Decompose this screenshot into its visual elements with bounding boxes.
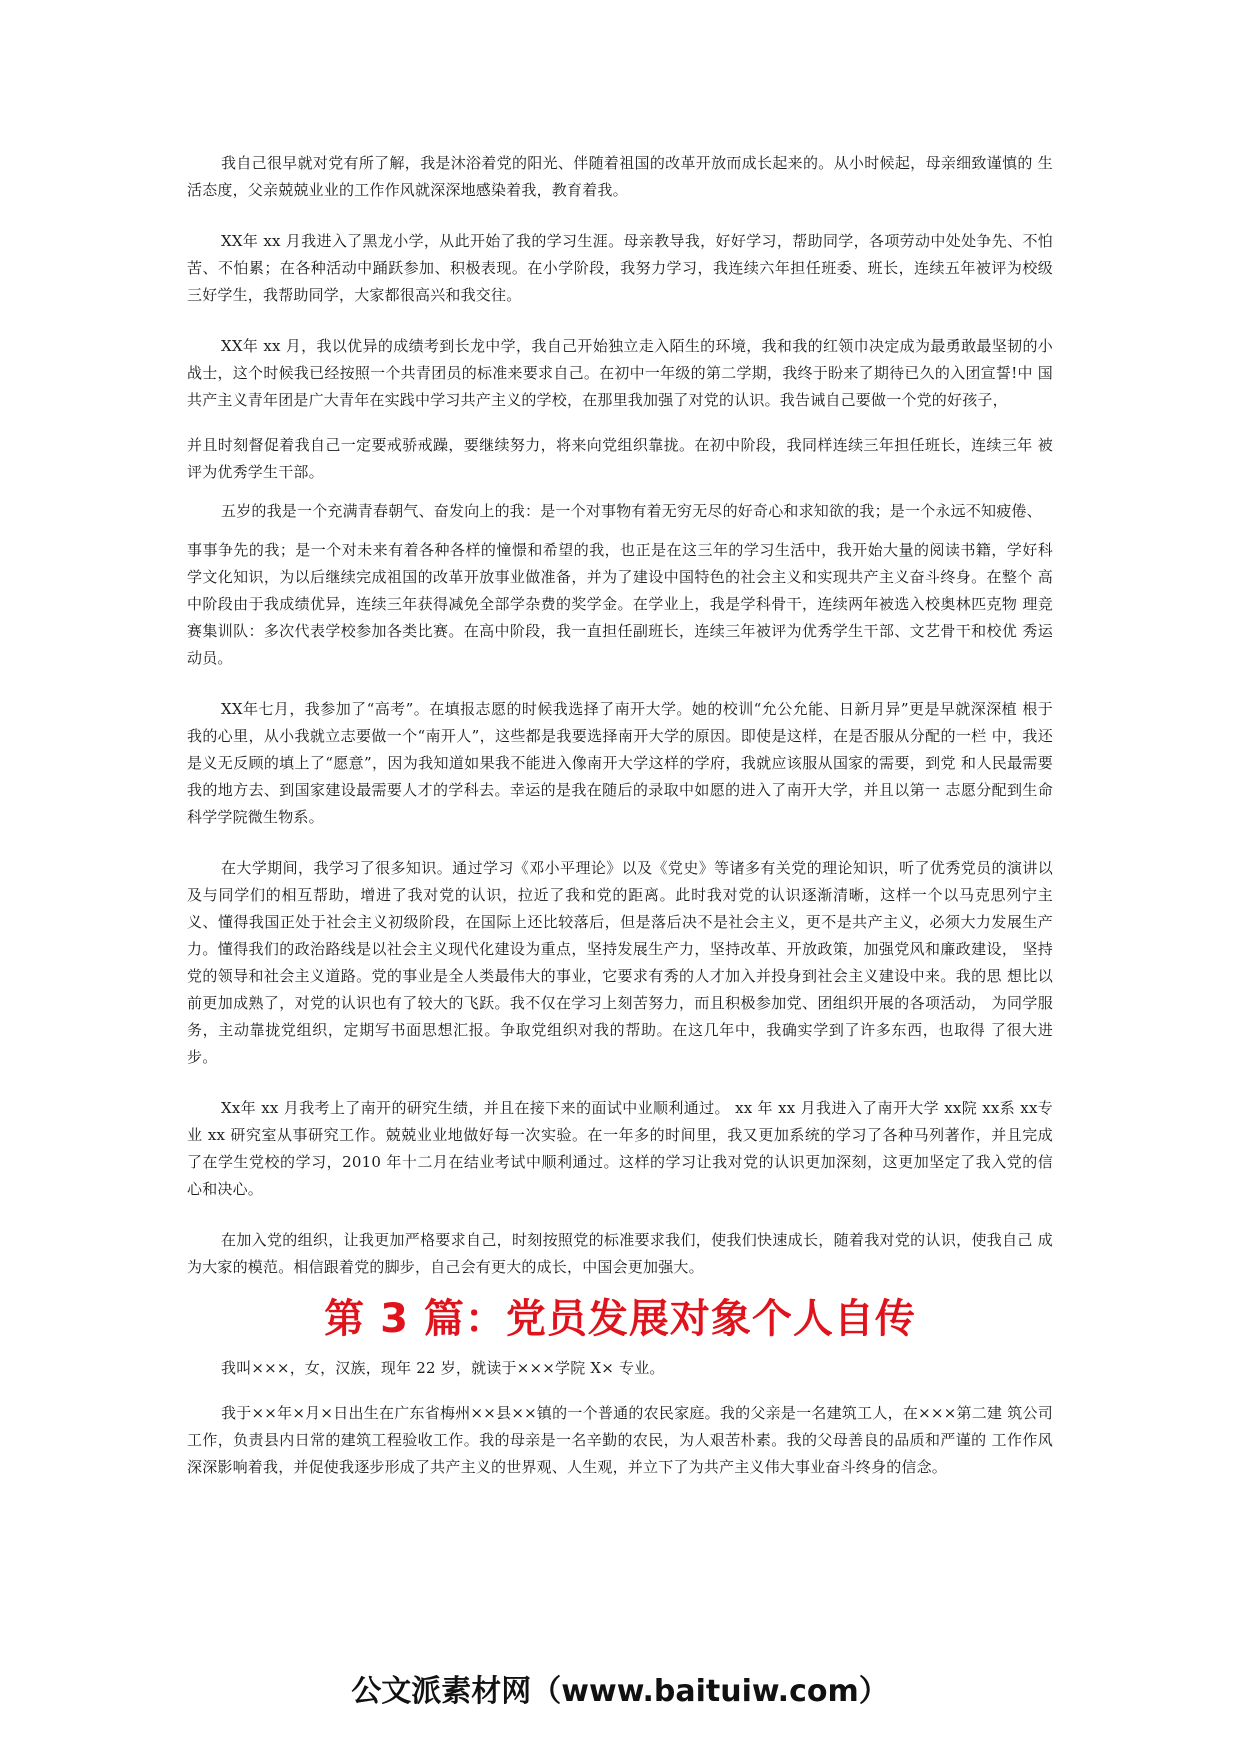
paragraph-middle-school: XX年 xx 月，我以优异的成绩考到长龙中学，我自己开始独立走入陌生的环境，我和我的红领巾决定成为最勇敢最坚韧的小 战士，这个时候我已经按照一个共青团员的标准来要求自己。在初中一年级的第二学期，我终于盼来了期待已久的入团宣誓!中 国共产主义青年团是广大青年在实践中学习共产主义的学校，在那里我加强了对党的认识。我告诫自己要做一个党的好孩子，	[187, 337, 1053, 409]
paragraph-primary-school: XX年 xx 月我进入了黑龙小学，从此开始了我的学习生涯。母亲教导我，好好学习，帮助同学，各项劳动中处处争先、不怕 苦、不怕累；在各种活动中踊跃参加、积极表现。在小学阶段，我努力学习，我连续六年担任班委、班长，连续五年被评为校级 三好学生，我帮助同学，大家都很高兴和我交往。	[187, 232, 1053, 304]
paragraph-university: 在大学期间，我学习了很多知识。通过学习《邓小平理论》以及《党史》等诸多有关党的理论知识，听了优秀党员的演讲以及与同学们的相互帮助，增进了我对党的认识，拉近了我和党的距离。此时我对党的认识逐渐清晰，这样一个以马克思列宁主义、懂得我国正处于社会主义初级阶段，在国际上还比较落后，但是落后决不是社会主义，更不是共产主义，必须大力发展生产力。懂得我们的政治路线是以社会主义现代化建设为重点，坚持发展生产力，坚持改革、开放政策，加强党风和廉政建设， 坚持党的领导和社会主义道路。党的事业是全人类最伟大的事业，它要求有秀的人才加入并投身到社会主义建设中来。我的思 想比以前更加成熟了，对党的认识也有了较大的飞跃。我不仅在学习上刻苦努力，而且积极参加党、团组织开展的各项活动， 为同学服务，主动靠拢党组织，定期写书面思想汇报。争取党组织对我的帮助。在这几年中，我确实学到了许多东西，也取得 了很大进步。	[187, 859, 1053, 1066]
paragraph-graduate-study: Xx年 xx 月我考上了南开的研究生绩，并且在接下来的面试中业顺利通过。 xx 年 xx 月我进入了南开大学 xx院 xx系 xx专 业 xx 研究室从事研究工作。兢兢业业地做好每一次实验。在一年多的时间里，我又更加系统的学习了各种马列著作，并且完成 了在学生党校的学习，2010 年十二月在结业考试中顺利通过。这样的学习让我对党的认识更加深刻，这更加坚定了我入党的信 心和决心。	[187, 1099, 1053, 1198]
paragraph-high-school: 事事争先的我；是一个对未来有着各种各样的憧憬和希望的我，也正是在这三年的学习生活中，我开始大量的阅读书籍，学好科 学文化知识，为以后继续完成祖国的改革开放事业做准备，并为了建设中国特色的社会主义和实现共产主义奋斗终身。在整个 高中阶段由于我成绩优异，连续三年获得减免全部学杂费的奖学金。在学业上，我是学科骨干，连续两年被选入校奥林匹克物 理竞赛集训队：多次代表学校参加各类比赛。在高中阶段，我一直担任副班长，连续三年被评为优秀学生干部、文艺骨干和校优 秀运动员。	[187, 541, 1053, 667]
paragraph-family-background: 我于××年×月×日出生在广东省梅州××县××镇的一个普通的农民家庭。我的父亲是一名建筑工人，在×××第二建 筑公司工作，负责县内日常的建筑工程验收工作。我的母亲是一名辛勤的农民，为人艰苦朴素。我的父母善良的品质和严谨的 工作作风深深影响着我，并促使我逐步形成了共产主义的世界观、人生观，并立下了为共产主义伟大事业奋斗终身的信念。	[187, 1404, 1053, 1476]
section-heading: 第 3 篇：党员发展对象个人自传	[324, 1296, 916, 1342]
paragraph-middle-school-continued: 并且时刻督促着我自己一定要戒骄戒躁，要继续努力，将来向党组织靠拢。在初中阶段，我同样连续三年担任班长，连续三年 被评为优秀学生干部。	[187, 436, 1053, 481]
paragraph-personal-info: 我叫×××，女，汉族，现年 22 岁，就读于×××学院 X× 专业。	[221, 1359, 665, 1377]
paragraph-college-entrance: XX年七月，我参加了“高考”。在填报志愿的时候我选择了南开大学。她的校训“允公允能、日新月异”更是早就深深植 根于我的心里，从小我就立志要做一个“南开人”，这些都是我要选择南开大学的原因。即使是这样，在是否服从分配的一栏 中，我还是义无反顾的填上了“愿意”，因为我知道如果我不能进入像南开大学这样的学府，我就应该服从国家的需要，到党 和人民最需要我的地方去、到国家建设最需要人才的学科去。幸运的是我在随后的录取中如愿的进入了南开大学，并且以第一 志愿分配到生命科学学院微生物系。	[187, 700, 1053, 826]
document-body	[187, 150, 1053, 1481]
paragraph-conclusion: 在加入党的组织，让我更加严格要求自己，时刻按照党的标准要求我们，使我们快速成长，随着我对党的认识，使我自己 成为大家的模范。相信跟着党的脚步，自己会有更大的成长，中国会更加强大。	[187, 1231, 1053, 1276]
footer-watermark: 公文派素材网（www.baituiw.com）	[351, 1674, 889, 1709]
paragraph-understanding-party: 我自己很早就对党有所了解，我是沐浴着党的阳光、伴随着祖国的改革开放而成长起来的。从小时候起，母亲细致谨慎的 生活态度，父亲兢兢业业的工作作风就深深地感染着我，教育着我。	[187, 154, 1053, 199]
paragraph-youth: 五岁的我是一个充满青春朝气、奋发向上的我：是一个对事物有着无穷无尽的好奇心和求知欲的我；是一个永远不知疲倦、	[221, 502, 1042, 520]
